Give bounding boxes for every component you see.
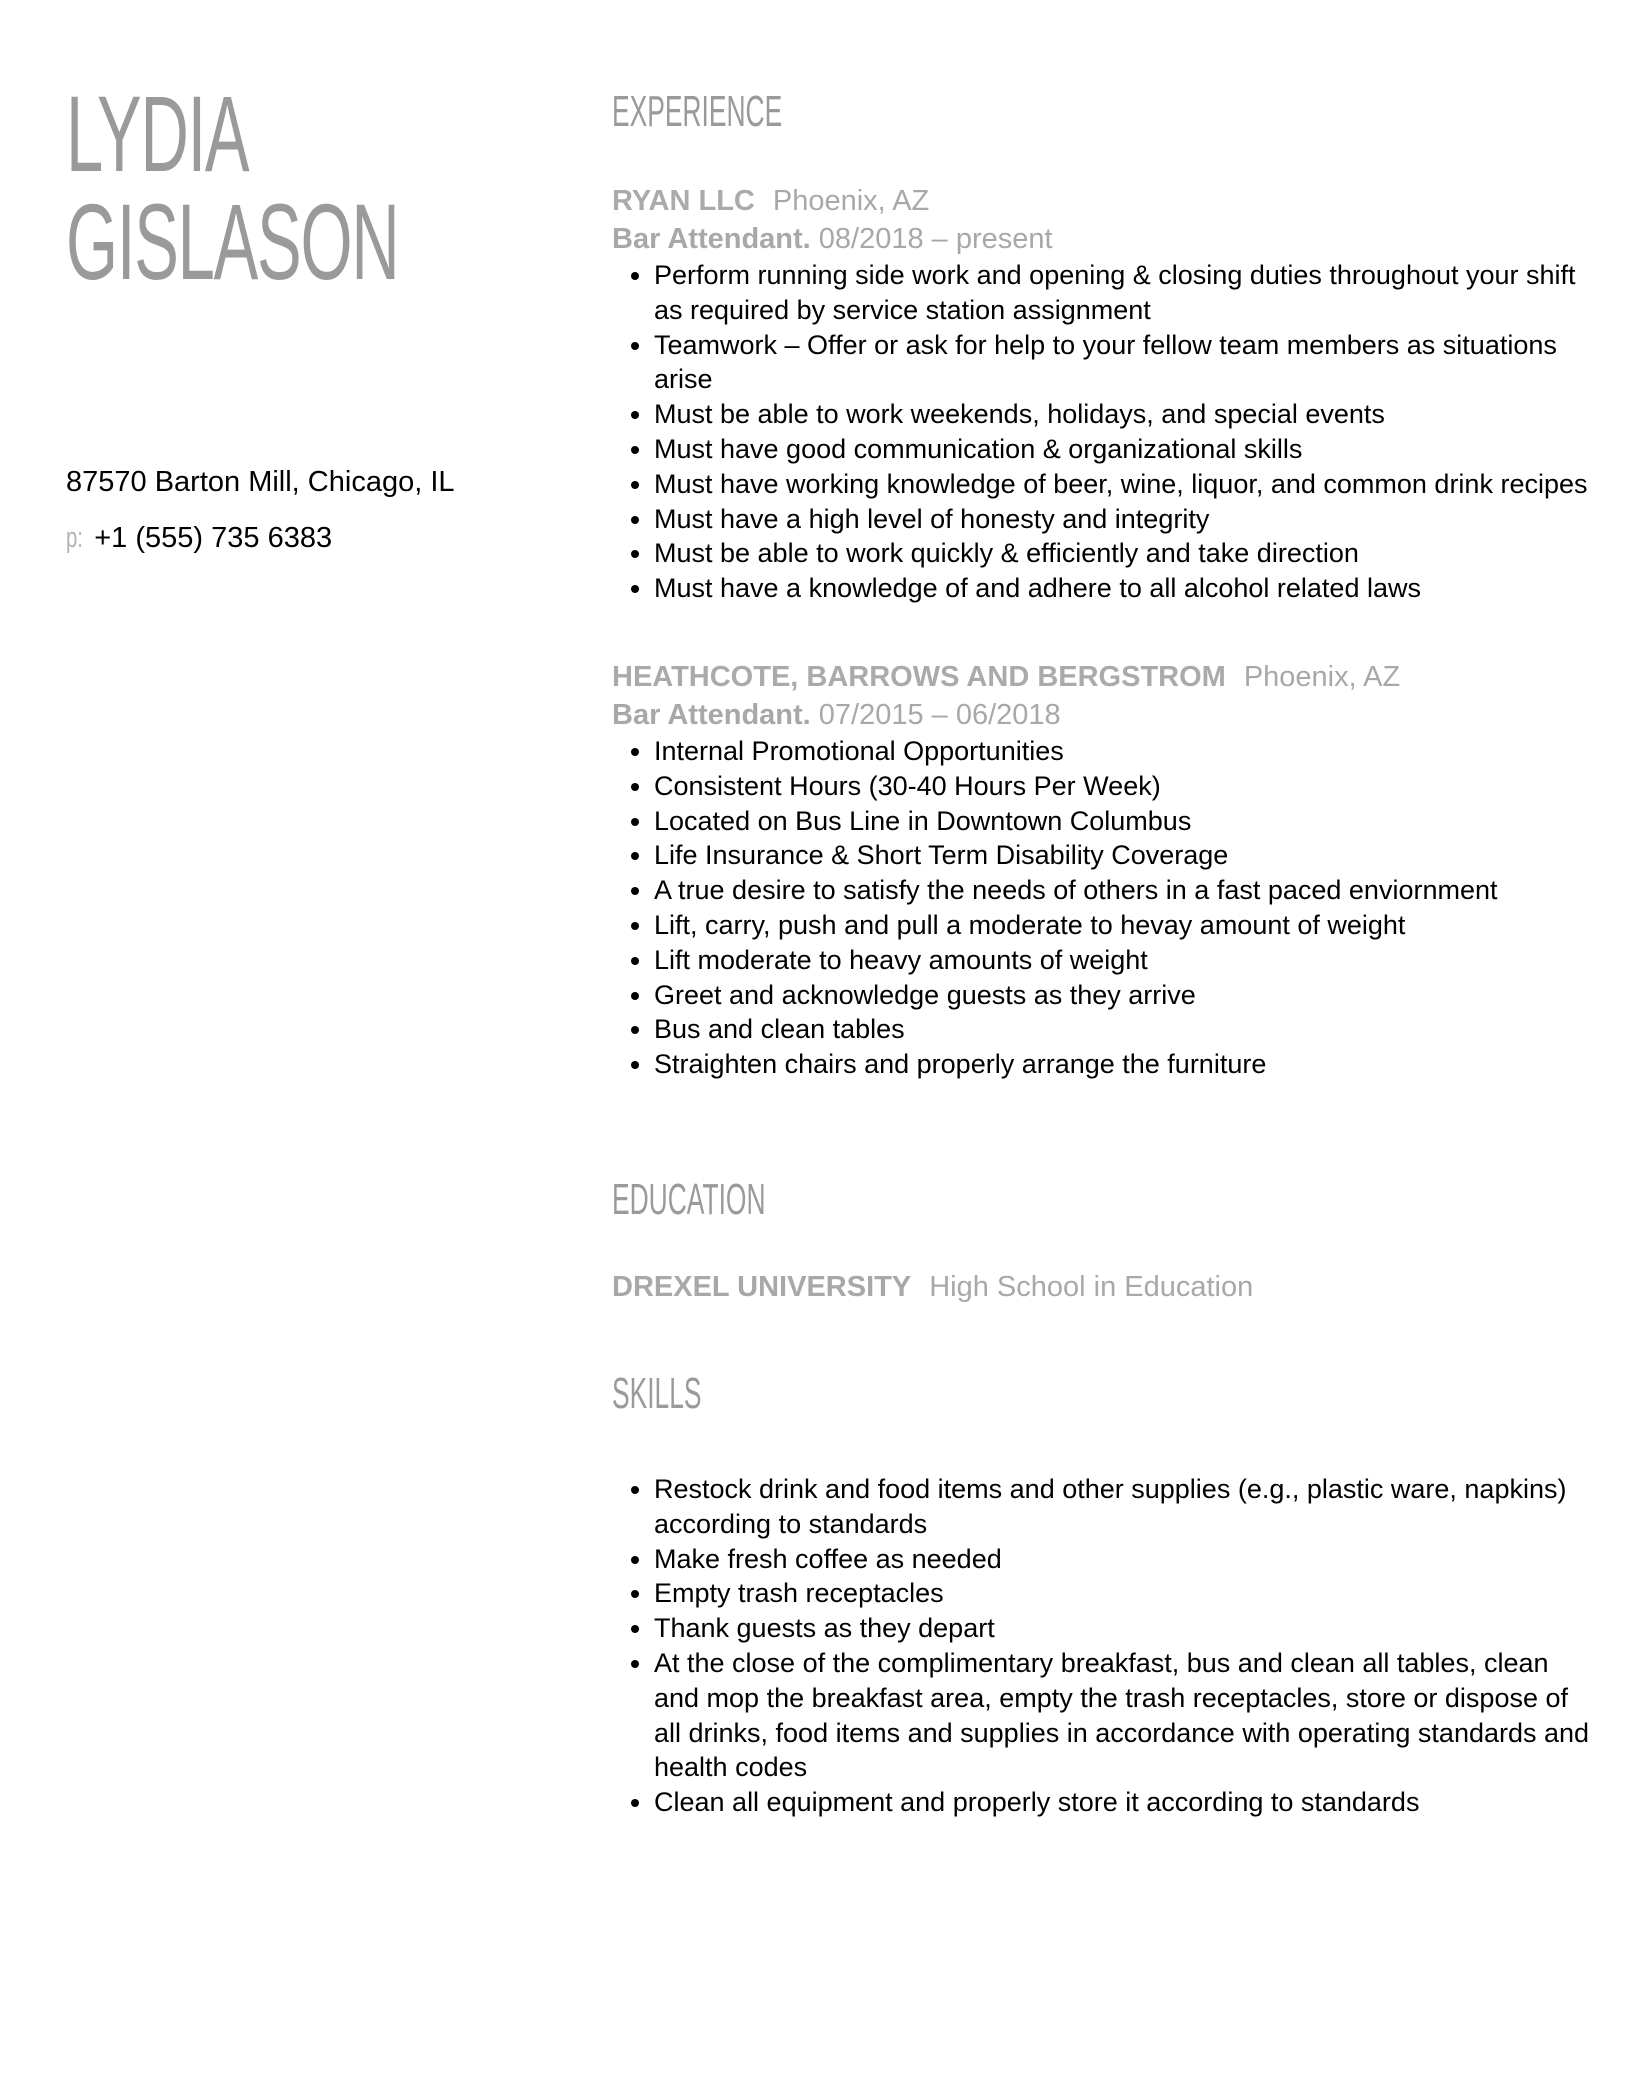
job-company-line <box>612 182 1592 220</box>
list-item: • A true desire to satisfy the needs of others in a fast paced enviornment <box>654 873 1592 908</box>
experience-section <box>612 84 1592 1082</box>
phone-label: p: <box>66 522 83 554</box>
list-item: • Located on Bus Line in Downtown Columbus <box>654 804 1592 839</box>
education-school: DREXEL UNIVERSITY <box>612 1270 912 1303</box>
list-item: • Restock drink and food items and other supplies (e.g., plastic ware, napkins) according to standards <box>654 1472 1592 1542</box>
list-item: • Must have working knowledge of beer, wine, liquor, and common drink recipes <box>654 467 1592 502</box>
list-item: • Must have good communication & organizational skills <box>654 432 1592 467</box>
list-item: • Internal Promotional Opportunities <box>654 734 1592 769</box>
job-location: Phoenix, AZ <box>1243 660 1401 693</box>
list-item: • Must be able to work quickly & efficiently and take direction <box>654 536 1592 571</box>
list-item: • Consistent Hours (30-40 Hours Per Week) <box>654 769 1592 804</box>
job-entry <box>612 182 1592 606</box>
list-item: • Empty trash receptacles <box>654 1576 1592 1611</box>
education-section <box>612 1172 1592 1306</box>
list-item: • Perform running side work and opening & closing duties throughout your shift as required by service station assignment <box>654 258 1592 328</box>
list-item: • At the close of the complimentary breakfast, bus and clean all tables, clean and mop the breakfast area, empty the trash receptacles, store or dispose of all drinks, food items and supplies in accordance with operating standards and health codes <box>654 1646 1592 1785</box>
job-location: Phoenix, AZ <box>772 185 930 217</box>
education-heading: EDUCATION <box>612 1174 766 1224</box>
education-degree: High School in Education <box>929 1270 1254 1303</box>
list-item: • Must have a high level of honesty and integrity <box>654 502 1592 537</box>
job-bullets <box>612 258 1592 606</box>
list-item: • Clean all equipment and properly store it according to standards <box>654 1785 1592 1820</box>
list-item: • Teamwork – Offer or ask for help to your fellow team members as situations arise <box>654 328 1592 398</box>
list-item: • Greet and acknowledge guests as they arrive <box>654 978 1592 1013</box>
list-item: • Thank guests as they depart <box>654 1611 1592 1646</box>
job-bullets <box>612 734 1592 1082</box>
job-title-line <box>612 220 1592 258</box>
experience-heading: EXPERIENCE <box>612 87 783 136</box>
skills-section <box>612 1366 1592 1820</box>
job-title: Bar Attendant. <box>612 223 811 255</box>
list-item: • Must be able to work weekends, holidays, and special events <box>654 397 1592 432</box>
job-dates: 07/2015 – 06/2018 <box>818 698 1061 731</box>
job-entry <box>612 658 1592 1082</box>
last-name: GISLASON <box>66 181 399 302</box>
contact-block <box>66 462 566 574</box>
skills-heading: SKILLS <box>612 1368 702 1418</box>
first-name: LYDIA <box>66 73 249 194</box>
list-item: • Lift moderate to heavy amounts of weight <box>654 943 1592 978</box>
name-block <box>66 73 546 302</box>
list-item: • Must have a knowledge of and adhere to all alcohol related laws <box>654 571 1592 606</box>
job-title-line <box>612 696 1592 734</box>
job-company: RYAN LLC <box>612 185 755 217</box>
skills-bullets <box>612 1472 1592 1820</box>
list-item: • Bus and clean tables <box>654 1012 1592 1047</box>
phone-row <box>66 518 566 574</box>
job-dates: 08/2018 – present <box>818 223 1053 255</box>
job-title: Bar Attendant. <box>612 698 811 731</box>
list-item: • Make fresh coffee as needed <box>654 1542 1592 1577</box>
list-item: • Straighten chairs and properly arrange the furniture <box>654 1047 1592 1082</box>
main-column <box>612 84 1592 1820</box>
address: 87570 Barton Mill, Chicago, IL <box>66 466 455 498</box>
job-company-line <box>612 658 1592 696</box>
education-entry <box>612 1268 1592 1306</box>
phone-number: +1 (555) 735 6383 <box>94 522 333 554</box>
job-company: HEATHCOTE, BARROWS AND BERGSTROM <box>612 660 1226 693</box>
list-item: • Life Insurance & Short Term Disability Coverage <box>654 838 1592 873</box>
list-item: • Lift, carry, push and pull a moderate to hevay amount of weight <box>654 908 1592 943</box>
